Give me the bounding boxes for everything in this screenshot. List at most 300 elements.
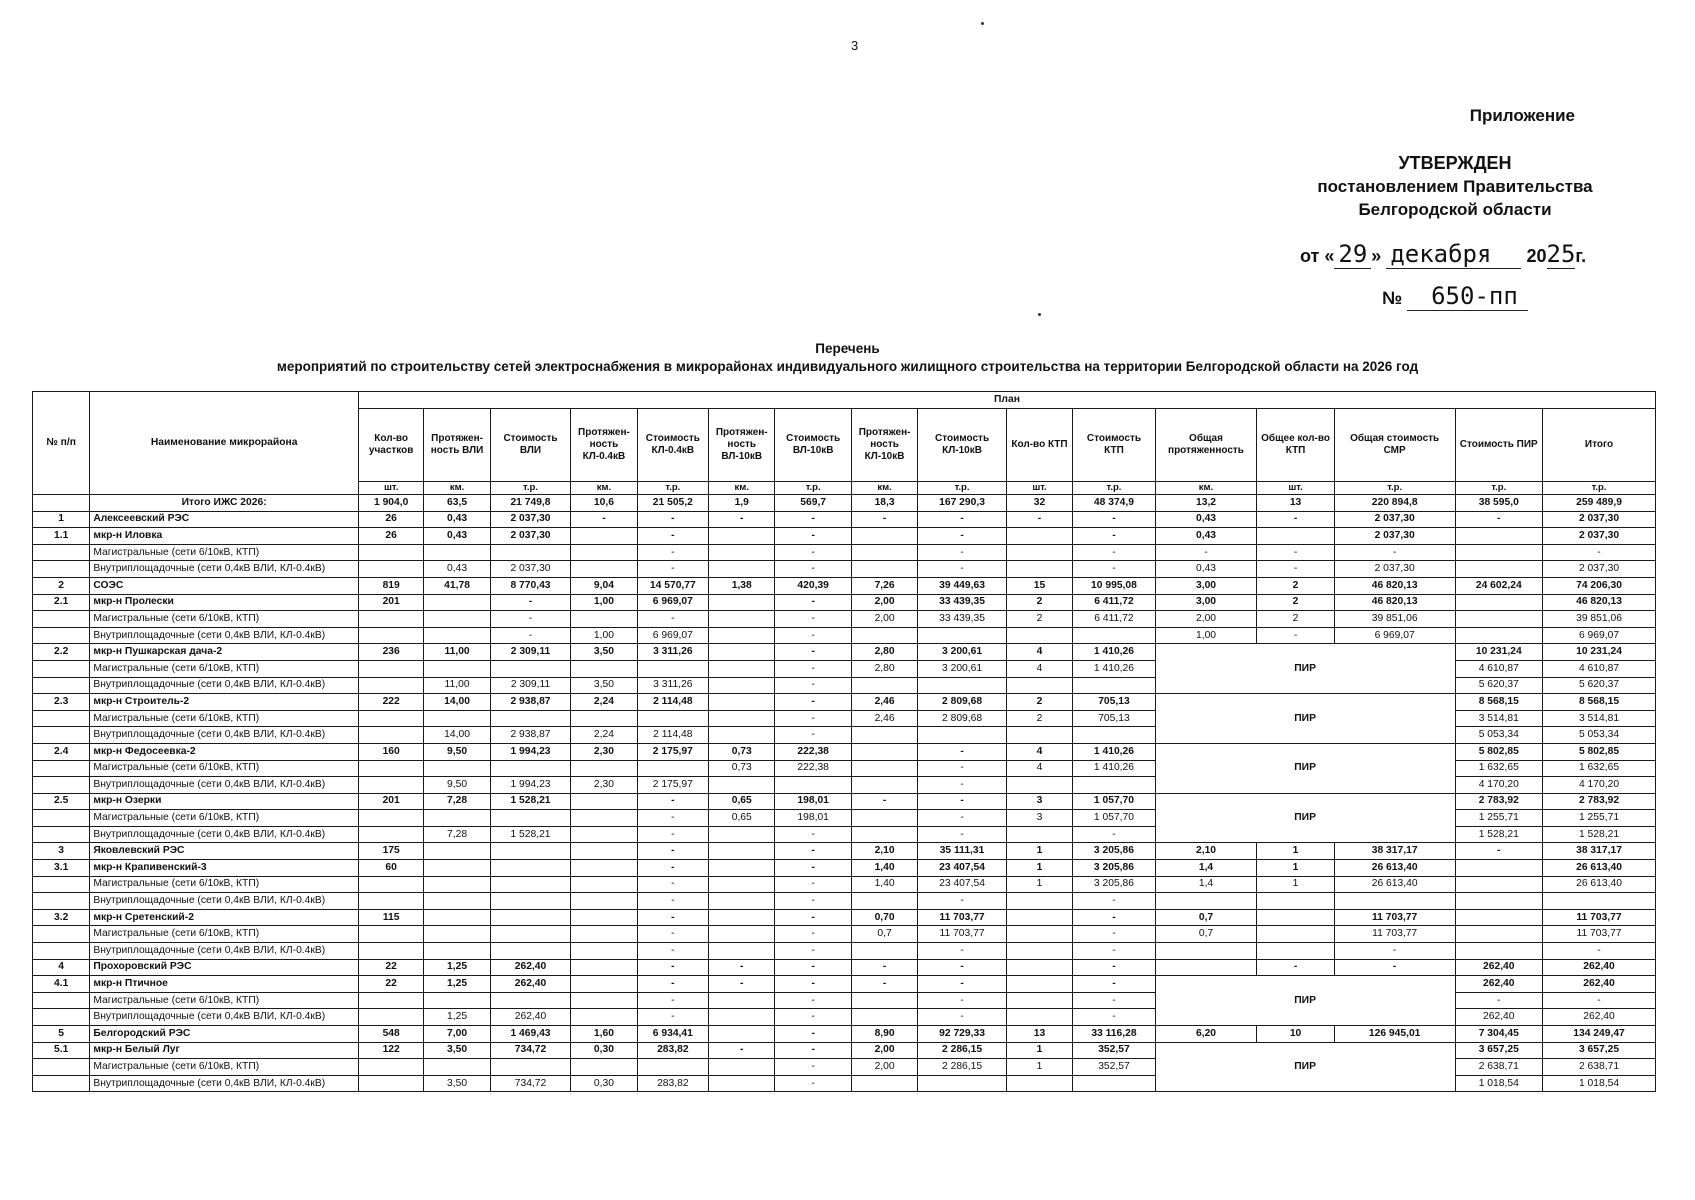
table-cell: 23 407,54: [918, 860, 1007, 877]
table-row: [33, 644, 1656, 661]
table-cell: -: [775, 528, 851, 545]
table-cell: [358, 777, 423, 794]
table-cell: [490, 710, 570, 727]
table-cell: -: [1543, 544, 1656, 561]
table-cell: [709, 843, 775, 860]
table-cell: 2,46: [851, 694, 917, 711]
column-header: Общая стоимость СМР: [1334, 409, 1455, 482]
table-cell: [851, 743, 917, 760]
table-cell: 262,40: [1543, 976, 1656, 993]
table-cell: -: [1455, 843, 1543, 860]
table-cell: 13,2: [1155, 495, 1257, 512]
table-cell: [918, 627, 1007, 644]
row-name: Внутриплощадочные (сети 0,4кВ ВЛИ, КЛ-0.4кВ): [90, 1009, 359, 1026]
table-cell: [358, 1059, 423, 1076]
table-cell: [571, 843, 637, 860]
table-cell: [424, 876, 490, 893]
table-cell: 262,40: [1543, 959, 1656, 976]
table-cell: [709, 594, 775, 611]
table-cell: 1 057,70: [1073, 810, 1156, 827]
column-header: Стоимость КЛ-0.4кВ: [637, 409, 708, 482]
table-cell: 33 439,35: [918, 594, 1007, 611]
approval-block: [1300, 152, 1610, 221]
row-name: Магистральные (сети 6/10кВ, КТП): [90, 1059, 359, 1076]
table-cell: 2,80: [851, 660, 917, 677]
column-header: Протяжен-ность ВЛИ: [424, 409, 490, 482]
table-cell: -: [775, 909, 851, 926]
row-name: Внутриплощадочные (сети 0,4кВ ВЛИ, КЛ-0.4кВ): [90, 627, 359, 644]
row-number: [33, 760, 90, 777]
row-name: Магистральные (сети 6/10кВ, КТП): [90, 660, 359, 677]
table-cell: -: [1073, 976, 1156, 993]
table-cell: [571, 826, 637, 843]
table-cell: [1073, 677, 1156, 694]
table-cell: 1,25: [424, 976, 490, 993]
table-row: [33, 544, 1656, 561]
column-header: Кол-во участков: [358, 409, 423, 482]
table-cell: 46 820,13: [1543, 594, 1656, 611]
table-cell: 259 489,9: [1543, 495, 1656, 512]
table-cell: 2: [1257, 577, 1334, 594]
table-cell: [424, 943, 490, 960]
table-cell: [1455, 943, 1543, 960]
table-cell: 2,00: [851, 1059, 917, 1076]
table-cell: 222,38: [775, 743, 851, 760]
table-cell: 35 111,31: [918, 843, 1007, 860]
table-cell: -: [637, 943, 708, 960]
table-cell: -: [637, 926, 708, 943]
table-cell: -: [775, 611, 851, 628]
table-cell: 7,28: [424, 826, 490, 843]
pir-merged-cell: ПИР: [1155, 644, 1455, 694]
table-cell: [424, 926, 490, 943]
unit-header: шт.: [1257, 482, 1334, 495]
table-cell: [358, 760, 423, 777]
row-number: 2: [33, 577, 90, 594]
unit-header: т.р.: [1455, 482, 1543, 495]
table-cell: -: [918, 528, 1007, 545]
table-cell: [637, 1059, 708, 1076]
table-cell: -: [1543, 943, 1656, 960]
table-cell: 198,01: [775, 793, 851, 810]
column-header: Стоимость КЛ-10кВ: [918, 409, 1007, 482]
table-row: [33, 577, 1656, 594]
table-cell: [1006, 943, 1072, 960]
table-cell: [709, 677, 775, 694]
table-cell: 3 514,81: [1543, 710, 1656, 727]
table-cell: 0,7: [1155, 909, 1257, 926]
date-prefix: от «: [1300, 246, 1335, 266]
row-name: Магистральные (сети 6/10кВ, КТП): [90, 876, 359, 893]
table-cell: 9,50: [424, 743, 490, 760]
row-name: мкр-н Белый Луг: [90, 1042, 359, 1059]
row-number: [33, 926, 90, 943]
table-cell: [709, 876, 775, 893]
table-cell: 0,43: [1155, 528, 1257, 545]
table-cell: -: [918, 826, 1007, 843]
table-cell: [1543, 893, 1656, 910]
table-cell: 3,00: [1155, 594, 1257, 611]
table-cell: 1,25: [424, 959, 490, 976]
table-row: [33, 909, 1656, 926]
table-cell: 2,24: [571, 727, 637, 744]
table-cell: [1006, 677, 1072, 694]
row-number: [33, 1059, 90, 1076]
table-cell: [637, 760, 708, 777]
table-cell: 26 613,40: [1334, 860, 1455, 877]
table-cell: -: [775, 893, 851, 910]
table-cell: 4: [1006, 760, 1072, 777]
table-row: [33, 926, 1656, 943]
row-name: Магистральные (сети 6/10кВ, КТП): [90, 611, 359, 628]
table-row: [33, 959, 1656, 976]
row-number: 1.1: [33, 528, 90, 545]
table-cell: 236: [358, 644, 423, 661]
table-cell: 24 602,24: [1455, 577, 1543, 594]
table-cell: [851, 826, 917, 843]
table-cell: [571, 976, 637, 993]
table-cell: 2,30: [571, 743, 637, 760]
row-number: [33, 876, 90, 893]
row-number: 4.1: [33, 976, 90, 993]
page-number: 3: [851, 38, 859, 53]
table-cell: [709, 992, 775, 1009]
table-cell: -: [775, 544, 851, 561]
table-cell: [1257, 909, 1334, 926]
table-cell: 10 231,24: [1455, 644, 1543, 661]
table-cell: [709, 1059, 775, 1076]
table-cell: [709, 1026, 775, 1043]
table-cell: 4 610,87: [1455, 660, 1543, 677]
table-cell: [1455, 909, 1543, 926]
header-plan: План: [358, 392, 1655, 409]
table-cell: -: [775, 843, 851, 860]
table-cell: [1455, 594, 1543, 611]
table-cell: 11 703,77: [1543, 926, 1656, 943]
table-cell: -: [637, 528, 708, 545]
table-cell: [571, 561, 637, 578]
table-cell: [1006, 1009, 1072, 1026]
table-cell: [571, 893, 637, 910]
unit-header: т.р.: [637, 482, 708, 495]
table-cell: [709, 611, 775, 628]
table-row: [33, 561, 1656, 578]
table-cell: 2 114,48: [637, 694, 708, 711]
table-cell: -: [775, 710, 851, 727]
table-cell: -: [1073, 1009, 1156, 1026]
table-cell: [490, 544, 570, 561]
row-name: Внутриплощадочные (сети 0,4кВ ВЛИ, КЛ-0.4кВ): [90, 777, 359, 794]
table-cell: -: [637, 893, 708, 910]
table-cell: 0,43: [424, 528, 490, 545]
table-cell: 3 514,81: [1455, 710, 1543, 727]
table-cell: 6 411,72: [1073, 611, 1156, 628]
row-name: Внутриплощадочные (сети 0,4кВ ВЛИ, КЛ-0.4кВ): [90, 677, 359, 694]
table-cell: [851, 627, 917, 644]
table-cell: 1,38: [709, 577, 775, 594]
table-cell: -: [637, 959, 708, 976]
table-cell: -: [1257, 511, 1334, 528]
table-row: [33, 1026, 1656, 1043]
table-cell: [851, 893, 917, 910]
table-cell: 10: [1257, 1026, 1334, 1043]
table-cell: 5 620,37: [1455, 677, 1543, 694]
table-cell: 3 200,61: [918, 660, 1007, 677]
table-cell: -: [637, 561, 708, 578]
row-number: 3: [33, 843, 90, 860]
table-cell: [424, 760, 490, 777]
table-cell: [571, 1059, 637, 1076]
table-cell: 262,40: [1455, 1009, 1543, 1026]
date-suffix: г.: [1575, 246, 1587, 266]
table-cell: 1,00: [1155, 627, 1257, 644]
table-cell: -: [918, 959, 1007, 976]
table-cell: -: [918, 561, 1007, 578]
table-cell: 38 595,0: [1455, 495, 1543, 512]
table-cell: 1 410,26: [1073, 644, 1156, 661]
table-cell: [358, 926, 423, 943]
table-cell: 1,4: [1155, 876, 1257, 893]
table-cell: 39 449,63: [918, 577, 1007, 594]
table-cell: [1006, 727, 1072, 744]
table-cell: -: [918, 743, 1007, 760]
table-cell: 175: [358, 843, 423, 860]
table-cell: -: [775, 876, 851, 893]
table-cell: 6 969,07: [1543, 627, 1656, 644]
table-cell: 2 309,11: [490, 677, 570, 694]
row-number: [33, 561, 90, 578]
table-cell: -: [1073, 909, 1156, 926]
table-cell: 48 374,9: [1073, 495, 1156, 512]
table-cell: 2,10: [1155, 843, 1257, 860]
table-cell: 262,40: [1455, 959, 1543, 976]
table-cell: 26: [358, 511, 423, 528]
table-cell: [358, 826, 423, 843]
table-cell: -: [775, 677, 851, 694]
row-number: 3.2: [33, 909, 90, 926]
table-cell: -: [709, 1042, 775, 1059]
table-cell: [571, 528, 637, 545]
table-cell: 3 205,86: [1073, 843, 1156, 860]
table-cell: [571, 810, 637, 827]
column-header: Стоимость ВЛИ: [490, 409, 570, 482]
table-cell: [358, 627, 423, 644]
table-cell: 0,43: [424, 511, 490, 528]
row-number: 3.1: [33, 860, 90, 877]
approved-region: Белгородской области: [1358, 200, 1552, 219]
table-cell: [571, 611, 637, 628]
table-cell: [1006, 992, 1072, 1009]
table-cell: 1 410,26: [1073, 743, 1156, 760]
table-cell: 705,13: [1073, 710, 1156, 727]
appendix-label: Приложение: [1469, 106, 1575, 125]
table-cell: [851, 677, 917, 694]
table-cell: 2,24: [571, 694, 637, 711]
table-cell: 2: [1006, 694, 1072, 711]
table-cell: 201: [358, 793, 423, 810]
table-cell: 2 175,97: [637, 777, 708, 794]
table-cell: 26 613,40: [1543, 876, 1656, 893]
table-cell: [571, 793, 637, 810]
row-name: мкр-н Строитель-2: [90, 694, 359, 711]
table-cell: [851, 561, 917, 578]
table-cell: -: [775, 959, 851, 976]
table-cell: [424, 710, 490, 727]
table-cell: 0,65: [709, 810, 775, 827]
table-cell: 39 851,06: [1334, 611, 1455, 628]
table-cell: [1006, 909, 1072, 926]
table-cell: [1006, 544, 1072, 561]
table-cell: -: [775, 1009, 851, 1026]
table-cell: -: [851, 511, 917, 528]
table-cell: 3 200,61: [918, 644, 1007, 661]
table-cell: [490, 893, 570, 910]
table-cell: -: [1455, 992, 1543, 1009]
table-cell: 262,40: [490, 976, 570, 993]
column-header: Протяжен-ность КЛ-10кВ: [851, 409, 917, 482]
table-cell: -: [1073, 893, 1156, 910]
table-cell: [1006, 561, 1072, 578]
table-cell: 819: [358, 577, 423, 594]
column-header: Стоимость ВЛ-10кВ: [775, 409, 851, 482]
table-cell: 283,82: [637, 1042, 708, 1059]
table-cell: [1455, 611, 1543, 628]
table-cell: 420,39: [775, 577, 851, 594]
table-cell: 3 657,25: [1455, 1042, 1543, 1059]
table-cell: -: [709, 511, 775, 528]
pir-merged-cell: ПИР: [1155, 1042, 1455, 1092]
table-cell: [1455, 860, 1543, 877]
table-cell: -: [1073, 826, 1156, 843]
table-cell: 92 729,33: [918, 1026, 1007, 1043]
table-cell: 262,40: [1543, 1009, 1656, 1026]
column-header: Стоимость ПИР: [1455, 409, 1543, 482]
table-cell: -: [1073, 544, 1156, 561]
row-name: Белгородский РЭС: [90, 1026, 359, 1043]
table-cell: 1 410,26: [1073, 660, 1156, 677]
table-cell: [709, 893, 775, 910]
table-cell: -: [918, 893, 1007, 910]
row-number: [33, 495, 90, 512]
row-number: [33, 544, 90, 561]
table-cell: 26 613,40: [1334, 876, 1455, 893]
row-name: Прохоровский РЭС: [90, 959, 359, 976]
table-cell: -: [1257, 561, 1334, 578]
table-cell: [1257, 926, 1334, 943]
table-cell: 6 969,07: [637, 627, 708, 644]
row-number: [33, 627, 90, 644]
table-cell: 1,00: [571, 627, 637, 644]
table-cell: 38 317,17: [1543, 843, 1656, 860]
table-cell: 41,78: [424, 577, 490, 594]
pir-merged-cell: ПИР: [1155, 743, 1455, 793]
table-cell: [490, 909, 570, 926]
table-cell: 14 570,77: [637, 577, 708, 594]
column-header: Общая протяженность: [1155, 409, 1257, 482]
table-cell: [358, 677, 423, 694]
table-cell: [709, 826, 775, 843]
table-cell: 13: [1006, 1026, 1072, 1043]
table-cell: 2 286,15: [918, 1059, 1007, 1076]
table-cell: 2 114,48: [637, 727, 708, 744]
table-cell: 5 620,37: [1543, 677, 1656, 694]
table-cell: 2: [1006, 710, 1072, 727]
table-cell: [490, 860, 570, 877]
row-name: Магистральные (сети 6/10кВ, КТП): [90, 710, 359, 727]
table-cell: -: [775, 627, 851, 644]
table-cell: [571, 1009, 637, 1026]
table-cell: 1 632,65: [1543, 760, 1656, 777]
table-cell: [571, 959, 637, 976]
table-cell: 11 703,77: [918, 926, 1007, 943]
table-cell: -: [775, 992, 851, 1009]
table-cell: -: [637, 976, 708, 993]
table-cell: [358, 660, 423, 677]
table-cell: [851, 810, 917, 827]
table-cell: -: [637, 909, 708, 926]
table-cell: 3: [1006, 793, 1072, 810]
table-cell: [1073, 727, 1156, 744]
table-cell: 2 938,87: [490, 727, 570, 744]
table-cell: -: [918, 976, 1007, 993]
date-year-suffix: 25: [1546, 240, 1576, 268]
table-cell: -: [1073, 959, 1156, 976]
row-name: Алексеевский РЭС: [90, 511, 359, 528]
column-header: Стоимость КТП: [1073, 409, 1156, 482]
table-cell: [424, 909, 490, 926]
table-cell: 5 802,85: [1543, 743, 1656, 760]
table-cell: -: [490, 594, 570, 611]
table-cell: [1073, 777, 1156, 794]
table-cell: 32: [1006, 495, 1072, 512]
table-cell: 7,00: [424, 1026, 490, 1043]
table-cell: 134 249,47: [1543, 1026, 1656, 1043]
table-cell: 201: [358, 594, 423, 611]
table-cell: 9,04: [571, 577, 637, 594]
table-cell: 10,6: [571, 495, 637, 512]
table-cell: 18,3: [851, 495, 917, 512]
table-cell: 1 528,21: [490, 793, 570, 810]
table-cell: 0,43: [1155, 561, 1257, 578]
table-cell: [490, 843, 570, 860]
table-cell: 0,70: [851, 909, 917, 926]
table-cell: 8 770,43: [490, 577, 570, 594]
table-cell: -: [637, 992, 708, 1009]
row-name: мкр-н Крапивенский-3: [90, 860, 359, 877]
row-number: [33, 1009, 90, 1026]
table-cell: 22: [358, 959, 423, 976]
row-number: [33, 611, 90, 628]
pir-merged-cell: ПИР: [1155, 793, 1455, 843]
table-cell: [358, 544, 423, 561]
table-cell: [424, 1059, 490, 1076]
table-cell: 7 304,45: [1455, 1026, 1543, 1043]
table-cell: -: [637, 826, 708, 843]
table-cell: 1: [1257, 843, 1334, 860]
table-cell: [709, 627, 775, 644]
table-cell: [1455, 876, 1543, 893]
table-cell: -: [637, 843, 708, 860]
table-cell: -: [1073, 528, 1156, 545]
table-cell: 1 410,26: [1073, 760, 1156, 777]
table-cell: 10 231,24: [1543, 644, 1656, 661]
table-cell: 1,60: [571, 1026, 637, 1043]
number-prefix: №: [1382, 288, 1403, 308]
unit-header: км.: [424, 482, 490, 495]
table-cell: [571, 992, 637, 1009]
table-cell: -: [918, 943, 1007, 960]
table-cell: 2,10: [851, 843, 917, 860]
